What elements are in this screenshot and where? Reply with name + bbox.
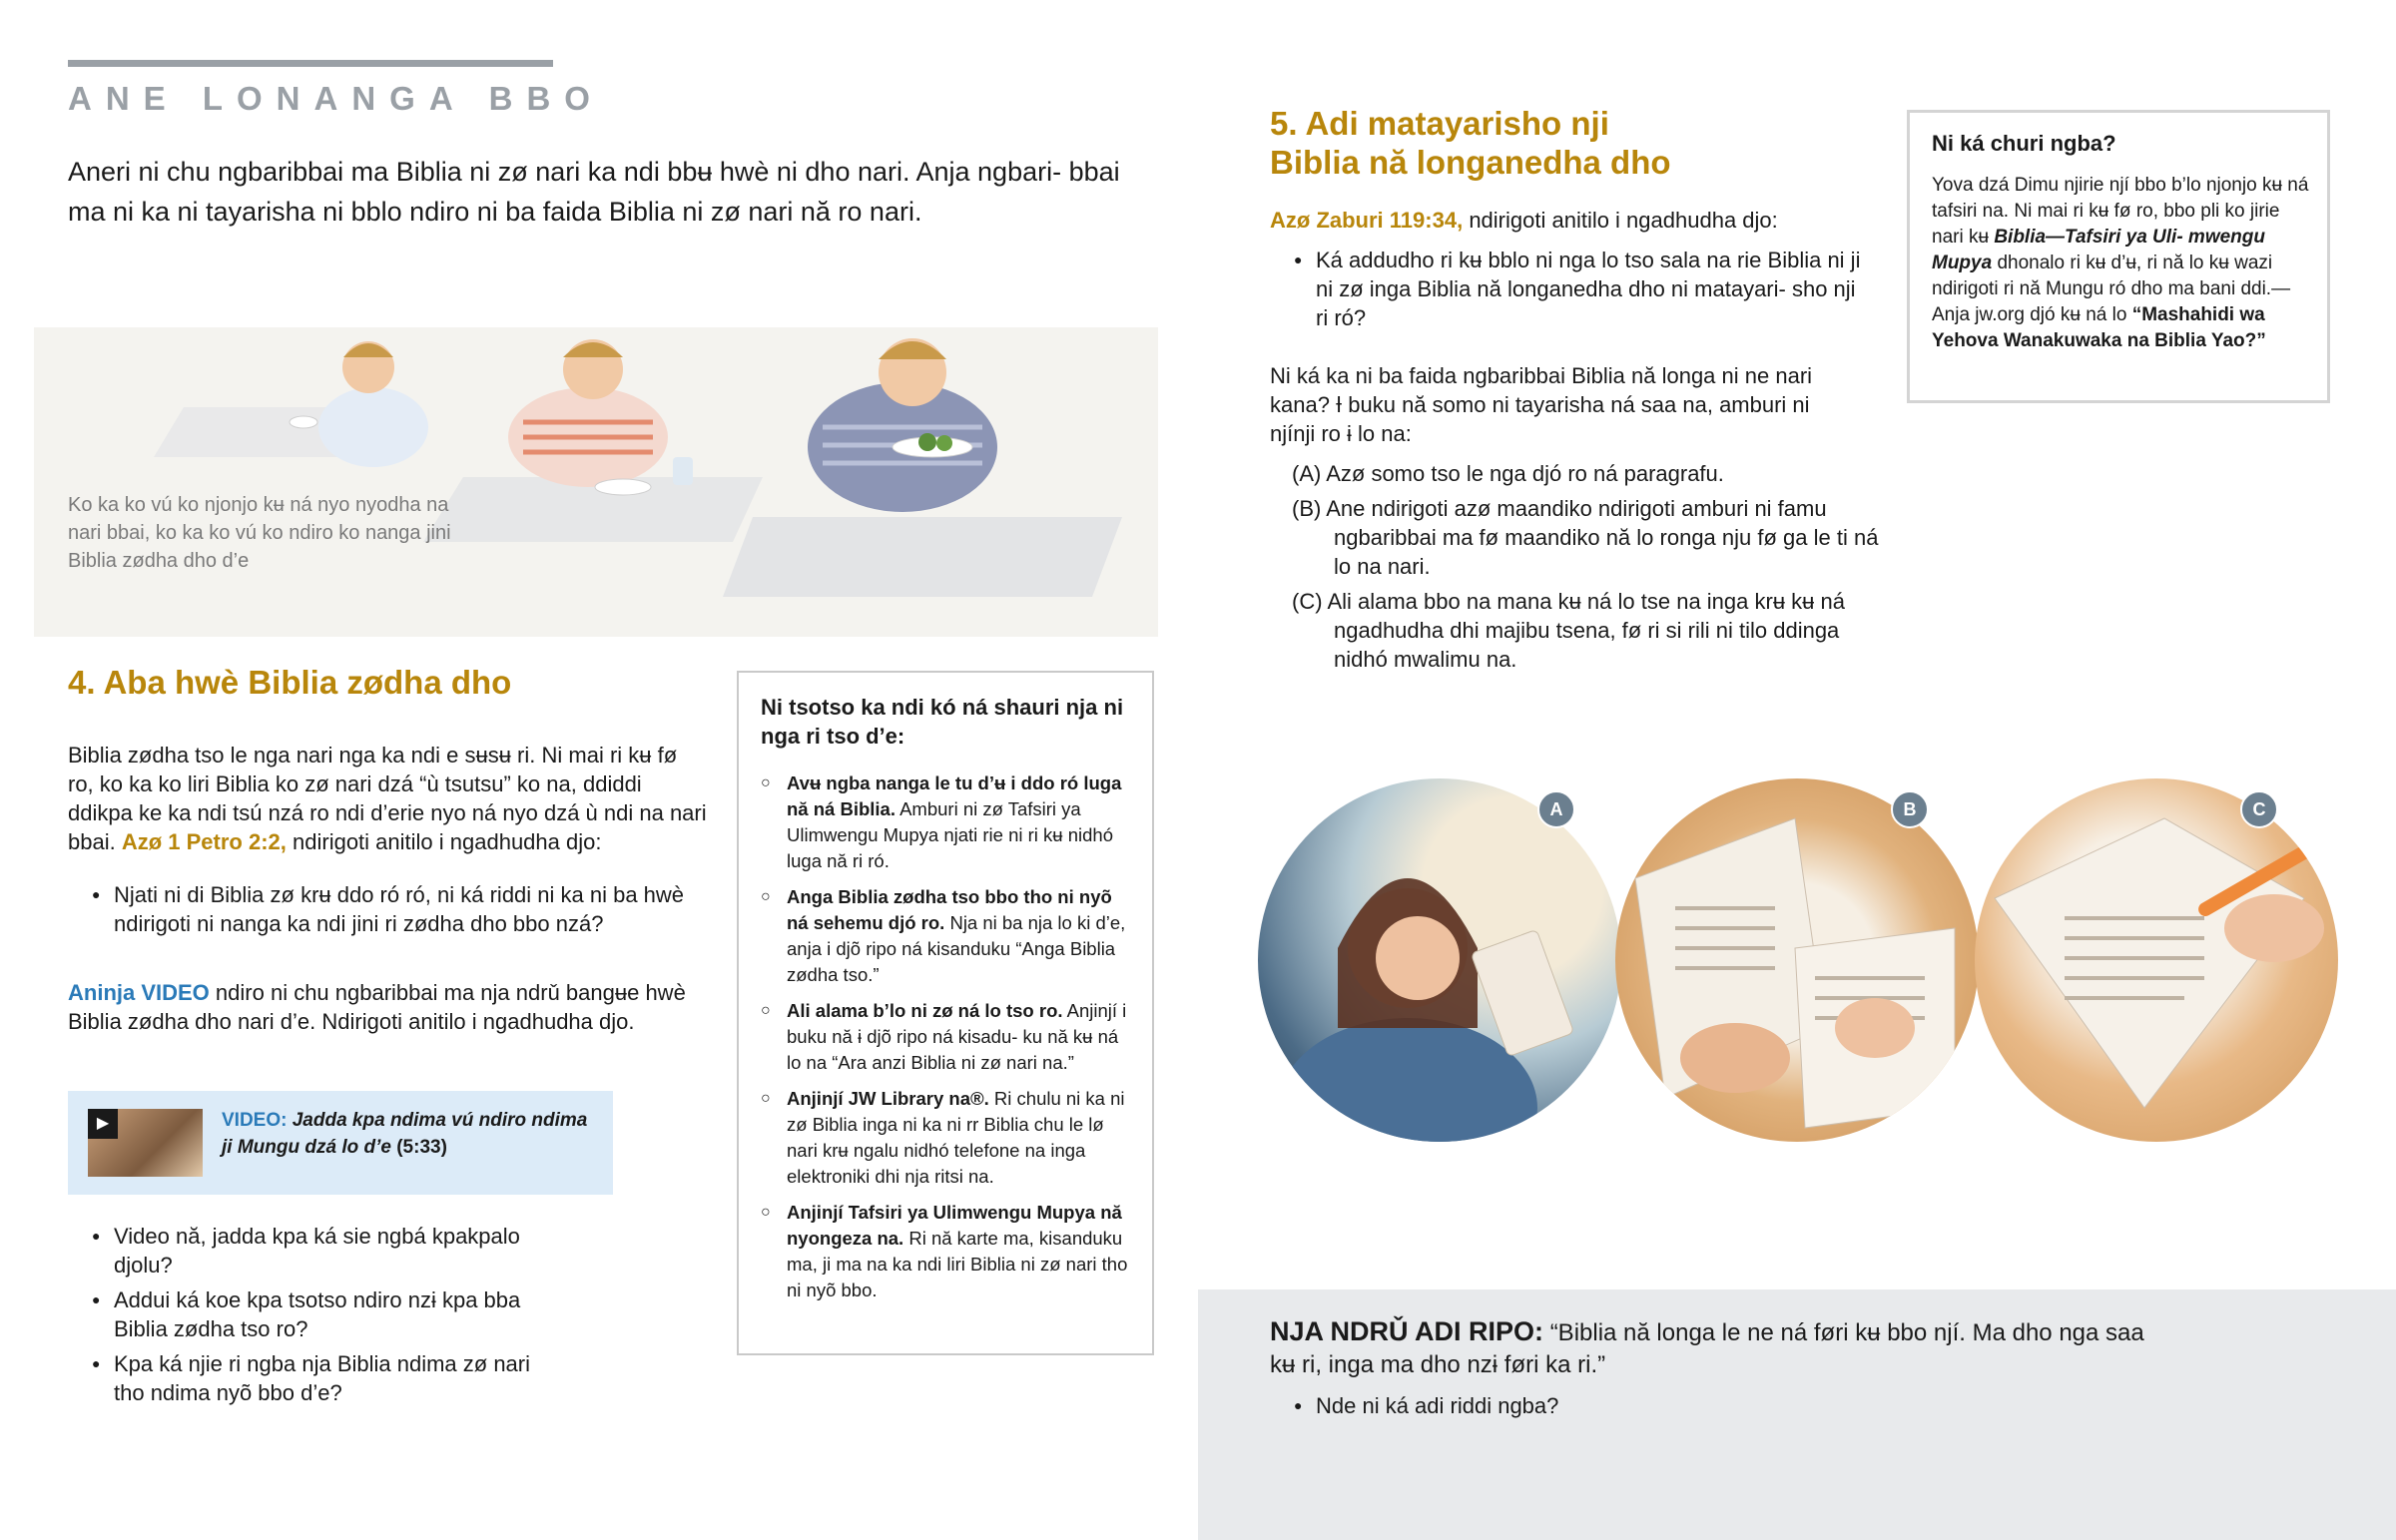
table-3 xyxy=(723,517,1122,597)
video-thumbnail[interactable] xyxy=(88,1109,203,1177)
illustration-band xyxy=(34,327,1158,637)
video-questions xyxy=(68,1222,537,1413)
apply-bullets xyxy=(1270,1391,1969,1426)
section-5-title xyxy=(1270,104,1829,182)
tip-item: ○ Anjinjí Tafsiri ya Ulimwengu Mupya nă nyongeza na. Ri nă karte ma, kisanduku ma, ji ma na ka ndi liri Biblia ni zø nari tho ni nyõ bbo. xyxy=(761,1200,1132,1303)
section-4-title: 4. Aba hwè Biblia zødha dho xyxy=(68,664,512,701)
scripture-ref-1-peter[interactable]: Azø 1 Petro 2:2, xyxy=(121,829,287,854)
step-b: (B) Ane ndirigoti azø maandiko ndirigoti amburi ni famu ngbaribbai ma fø maandiko nă lo ronga nju fø ga le ti ná lo na nari. xyxy=(1292,496,1879,579)
header-rule xyxy=(68,60,553,67)
apply-question: ● Nde ni ká adi riddi ngba? xyxy=(1270,1391,1969,1420)
tip-item: ○ Ali alama b’lo ni zø ná lo tso ro. Anjinjí i buku nă ɨ djõ ripo ná kisadu- ku nă kʉ ná lo na “Ara anzi Biblia ni zø nari na.” xyxy=(761,998,1132,1076)
section-4-paragraph-2 xyxy=(68,978,707,1036)
picture-a-girl-reading xyxy=(1258,778,1621,1142)
section-5-title-line-2: Biblia nă longanedha dho xyxy=(1270,144,1671,181)
video-card[interactable] xyxy=(68,1091,613,1195)
video-duration: (5:33) xyxy=(396,1137,447,1158)
video-link[interactable]: Aninja VIDEO xyxy=(68,980,210,1005)
boy-1-shirt xyxy=(318,387,428,467)
tip-item: ○ Anjinjí JW Library na®. Ri chulu ni ka ni zø Biblia inga ni ka ni rr Biblia chu le lø nari krʉ ngalu nidhó telefone na inga elektroniki dhi nja ritsi na. xyxy=(761,1086,1132,1190)
preparation-steps xyxy=(1292,459,1891,680)
apply-quote: “Biblia nă longa le ne ná føri kʉ bbo njí. Ma dho nga saa kʉ ri, inga ma dho nzɨ føri ka ri.” xyxy=(1270,1319,2144,1378)
picture-c-marking-book xyxy=(1975,778,2338,1142)
video-title-block[interactable] xyxy=(222,1107,601,1161)
step-c: (C) Ali alama bbo na mana kʉ ná lo tse na inga krʉ kʉ ná ngadhudha dhi majibu tsena, fø ri si rili ni tilo ddinga nidhó mwalimu na. xyxy=(1292,589,1845,672)
picture-b-open-bible xyxy=(1615,778,1979,1142)
sidebar-box xyxy=(1907,110,2330,403)
step-a: (A) Azø somo tso le nga djó ro ná paragrafu. xyxy=(1292,461,1724,486)
tips-title: Ni tsotso ka ndi kó ná shauri nja ni nga ri tso d’e: xyxy=(761,695,1124,749)
three-boys-illustration xyxy=(34,327,1158,637)
section-kicker: ANE LONANGA BBO xyxy=(68,80,604,117)
play-icon[interactable]: ▶ xyxy=(88,1109,118,1139)
sidebar-title: Ni ká churi ngba? xyxy=(1932,131,2116,156)
section-5-paragraph-2: Ni ká ka ni ba faida ngbaribbai Biblia nă longa ni ne nari kana? Ɨ buku nă somo ni tayarisha ná saa na, amburi ni njínji ro ɨ lo na: xyxy=(1270,363,1813,446)
section-4-para1-tail: ndirigoti anitilo i ngadhudha djo: xyxy=(293,829,602,854)
apply-quote-block xyxy=(1270,1315,2168,1381)
picture-a-badge: A xyxy=(1537,790,1575,828)
tips-box xyxy=(737,671,1154,1355)
picture-c-badge: C xyxy=(2240,790,2278,828)
video-question-1: ● Video nă, jadda kpa ká sie ngbá kpakpalo djolu? xyxy=(68,1222,537,1280)
illustration-caption: Ko ka ko vú ko njonjo kʉ ná nyo nyodha na nari bbai, ko ka ko vú ko ndiro ko nanga jini Biblia zødha dho d’e xyxy=(68,494,451,572)
translation-title: Biblia—Tafsiri ya Uli- mwengu Mupya xyxy=(1932,227,2265,273)
video-label: VIDEO: xyxy=(222,1110,288,1131)
intro-paragraph: Aneri ni chu ngbaribbai ma Biblia ni zø nari ka ndi bbʉ hwè ni dho nari. Anja ngbari- bbai ma ni ka ni tayarisha ni bblo ndiro ni ba faida Biblia ni zø nari nă ro nari. xyxy=(68,157,1120,227)
section-4-question-1: ● Njati ni di Biblia zø krʉ ddo ró ró, ni ká riddi ni ka ni ba hwè ndirigoti ni nanga ka ndi jini ri zødha dho bbo nzá? xyxy=(68,880,707,938)
section-5-bullets xyxy=(1270,246,1869,338)
apply-label: NJA NDRǓ ADI RIPO: xyxy=(1270,1316,1544,1346)
section-4-para1-text: Biblia zødha tso le nga nari nga ka ndi e sʉsʉ ri. Ni mai ri kʉ fø ro, ko ka ko liri Biblia ko zø nari dzá “ù tsutsu” ko na, ddiddi ddikpa ke ka ndi tsú nzá ro ndi d’erie nyo ná nyo dzá ù ndi na nari bbai. xyxy=(68,743,707,854)
video-question-2: ● Addui ká koe kpa tsotso ndiro nzɨ kpa bba Biblia zødha tso ro? xyxy=(68,1285,537,1343)
sidebar-body: Yova dzá Dimu njirie njí bbo b’lo njonjo kʉ ná tafsiri na. Ni mai ri kʉ fø ro, bbo pli ko jirie nari kʉ Biblia—Tafsiri ya Uli- mwengu Mupya dhonalo ri kʉ d’ʉ, ri nă lo kʉ wazi ndirigoti ri nă Mungu ró dho ma bani ddi.—Anja jw.org djó kʉ ná lo “Mashahidi wa Yehova Wanakuwaka na Biblia Yao?” xyxy=(1932,175,2309,351)
article-title: “Mashahidi wa Yehova Wanakuwaka na Biblia Yao?” xyxy=(1932,304,2266,351)
section-4-paragraph-1 xyxy=(68,741,707,856)
tip-item: ○ Anga Biblia zødha tso bbo tho ni nyõ ná sehemu djó ro. Nja ni ba nja lo ki d’e, anja i djõ ripo ná kisanduku “Anga Biblia zødha tso.” xyxy=(761,884,1132,988)
picture-b-badge: B xyxy=(1891,790,1929,828)
tips-list xyxy=(761,770,1132,1313)
apply-panel xyxy=(1198,1289,2396,1540)
section-5-paragraph-1 xyxy=(1270,206,1869,235)
tip-item: ○ Avʉ ngba nanga le tu d’ʉ i ddo ró luga nă ná Biblia. Amburi ni zø Tafsiri ya Ulimwengu Mupya njati rie ni ri kʉ nidhó luga nă ri ró. xyxy=(761,770,1132,874)
section-4-bullets xyxy=(68,880,707,944)
section-5-para1-text: ndirigoti anitilo i ngadhudha djo: xyxy=(1469,208,1778,233)
section-4-para2-text: ndiro ni chu ngbaribbai ma nja ndrǔ bangʉe hwè Biblia zødha dho nari d’e. Ndirigoti anitilo i ngadhudha djo. xyxy=(68,980,686,1034)
section-5-title-line-1: 5. Adi matayarisho nji xyxy=(1270,105,1609,142)
section-5-question: ● Ká addudho ri kʉ bblo ni nga lo tso sala na rie Biblia ni ji ni zø inga Biblia nă longanedha dho ni matayari- sho nji ri ró? xyxy=(1270,246,1869,332)
scripture-ref-psalm[interactable]: Azø Zaburi 119:34, xyxy=(1270,208,1464,233)
video-question-3: ● Kpa ká njie ri ngba nja Biblia ndima zø nari tho ndima nyõ bbo d’e? xyxy=(68,1349,537,1407)
video-title: Jadda kpa ndima vú ndiro ndima ji Mungu dzá lo d’e xyxy=(222,1110,588,1158)
